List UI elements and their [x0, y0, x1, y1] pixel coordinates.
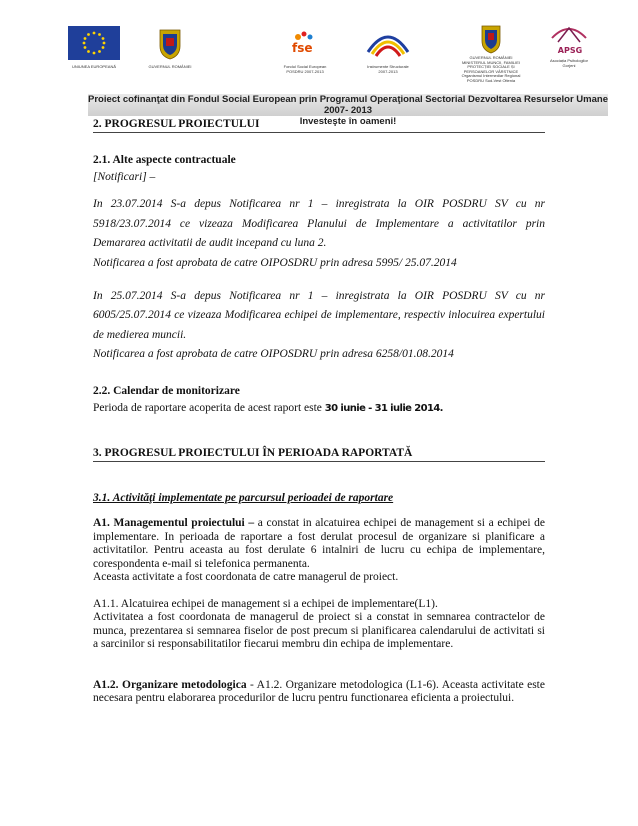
reporting-period-label: Perioda de raportare acoperita de acest raport este: [93, 402, 325, 414]
svg-text:fse: fse: [292, 41, 313, 55]
reporting-period-value: 30 iunie - 31 iulie 2014.: [324, 403, 443, 414]
ministry-coat-of-arms-icon: [480, 24, 502, 54]
romania-gov-caption: GUVERNUL ROMÂNIEI: [148, 64, 192, 69]
a1-1-text: Activitatea a fost coordonata de managerul de proiect si a constat in semnarea contractelor de munca, prezentarea si semnarea fiselor de post precum si planificarea calendarului de activitati si a sarcinilor si responsabilitatilor fiecarui membru din echipa de implementare.: [93, 611, 545, 650]
apsg-logo-text: APSG: [557, 46, 583, 55]
section-3-title: 3. PROGRESUL PROIECTULUI ÎN PERIOADA RAPORTATĂ: [93, 447, 545, 462]
notificari-label: [Notificari] –: [93, 171, 156, 183]
banner-line-2: Investeşte în oameni!: [299, 116, 397, 127]
notification-2-approval: Notificarea a fost aprobata de catre OIPOSDRU prin adresa 6258/01.08.2014: [93, 348, 454, 360]
apsg-caption: Asociația Psihologilor Gorjeni: [549, 58, 589, 68]
section-2-2-title: 2.2. Calendar de monitorizare: [93, 385, 240, 397]
a1-coordination: Aceasta activitate a fost coordonata de catre managerul de proiect.: [93, 571, 399, 583]
romania-coat-of-arms-icon: [158, 28, 182, 60]
section-2-1-title: 2.1. Alte aspecte contractuale: [93, 154, 236, 166]
eu-flag-icon: [68, 26, 120, 60]
instrumente-caption: Instrumente Structurale 2007-2013: [367, 64, 409, 74]
header-logo-strip: [0, 0, 638, 92]
section-2-title: 2. PROGRESUL PROIECTULUI: [93, 118, 545, 133]
banner-line-1: Proiect cofinanţat din Fondul Social European prin Programul Operaţional Sectorial Dezvoltarea Resurselor Umane 2007- 2013: [88, 94, 608, 116]
fse-caption: Fondul Social European POSDRU 2007-2013: [283, 64, 327, 74]
a1-title: A1. Managementul proiectului –: [93, 517, 255, 529]
a1-1-title: A1.1. Alcatuirea echipei de management si a echipei de implementare(L1).: [93, 597, 438, 610]
ministry-caption: GUVERNUL ROMÂNIEI MINISTERUL MUNCII, FAMILIEI PROTECȚIEI SOCIALE ȘI PERSOANELOR VÂRSTNICE Organismul Intermediar Regional POSDRU Sud-Vest Oltenia: [461, 55, 521, 83]
reporting-period: [93, 400, 545, 417]
a1-2-title: A1.2. Organizare metodologica: [93, 678, 247, 691]
notification-2-text: In 25.07.2014 S-a depus Notificarea nr 1 – inregistrata la OIR POSDRU SV cu nr 6005/25.07.2014 ce vizeaza Modificarea echipei de implementare, respectiv inlocuirea expertului de medierea muncii.: [93, 289, 545, 341]
fse-logo-icon: [288, 28, 322, 58]
instrumente-structurale-icon: [364, 26, 412, 60]
eu-caption: UNIUNEA EUROPEANĂ: [71, 64, 116, 69]
a1-2-text: - A1.2. Organizare metodologica (L1-6). Aceasta activitate este necesara pentru elaborarea procedurilor de lucru pentru functionarea eficienta a proiectului.: [93, 678, 545, 704]
a1-text: a constat in alcatuirea echipei de management si a echipei de implementare. In perioada de raportare a fost derulat procesul de organizare si planificare a activitatilor. Pentru aceasta au fost derulate 6 intalniri de lucru cu echipa de implementare, corespondenta e-mail si telefonica permanenta.: [93, 517, 546, 570]
a1-2-paragraph: [93, 679, 545, 706]
notification-1-text: In 23.07.2014 S-a depus Notificarea nr 1 – inregistrata la OIR POSDRU SV cu nr 5918/23.07.2014 ce vizeaza Modificarea Planului de Implementare a activitatilor prin Demararea activitatii de audit incepand cu luna 2.: [93, 198, 545, 249]
notification-1-approval: Notificarea a fost aprobata de catre OIPOSDRU prin adresa 5995/ 25.07.2014: [93, 256, 457, 269]
a1-paragraph: [93, 517, 545, 571]
section-3-1-title: 3.1. Activităţi implementate pe parcursul perioadei de raportare: [93, 492, 394, 504]
document-body: [93, 118, 545, 706]
